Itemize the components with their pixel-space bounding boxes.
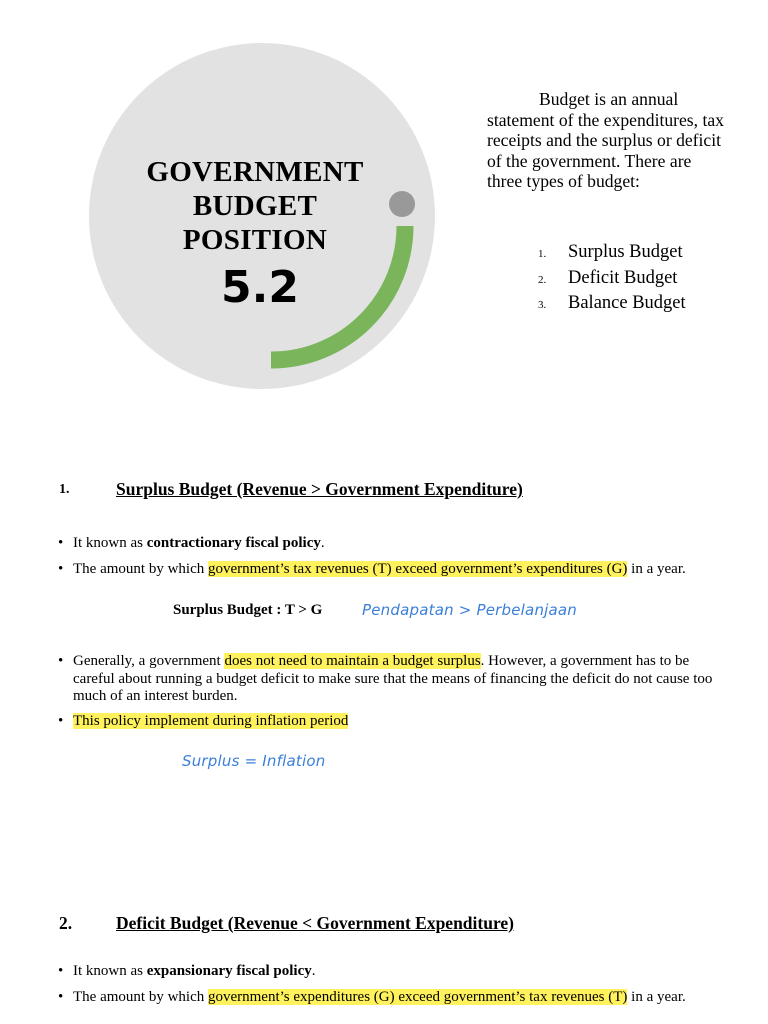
list-item-label: Surplus Budget [568, 242, 683, 262]
bullet-bold-text: contractionary fiscal policy [146, 535, 321, 551]
section1-title: Surplus Budget (Revenue > Government Expenditure) [116, 479, 523, 499]
highlighted-text: does not need to maintain a budget surplus [224, 653, 481, 669]
bullet-symbol: • [58, 963, 64, 979]
section1-number: 1. [59, 482, 70, 497]
bullet-text: . [311, 963, 316, 979]
chapter-number: 5.2 [221, 262, 299, 313]
list-item-label: Balance Budget [568, 293, 686, 313]
cover-title-line2: BUDGET [192, 190, 318, 222]
list-item-number: 1. [538, 248, 547, 260]
section2-title: Deficit Budget (Revenue < Government Expenditure) [116, 913, 515, 933]
bullet-text: The amount by which [73, 561, 208, 577]
bullet-bold-text: expansionary fiscal policy [146, 963, 312, 979]
cover-title-line1: GOVERNMENT [146, 156, 364, 188]
list-item-number: 2. [538, 273, 547, 286]
bullet-text: The amount by which [73, 989, 208, 1005]
intro-text: Budget is an annual statement of the expenditures, tax receipts and the surplus or deficit of the government. There are three types of budget: [487, 89, 724, 191]
section1-bullet-4 [58, 713, 718, 731]
highlighted-text: government’s tax revenues (T) exceed government’s expenditures (G) [207, 561, 628, 577]
bullet-text: . [320, 535, 325, 551]
bullet-text: It known as [73, 963, 147, 979]
section1-bullet-3 [58, 653, 718, 706]
bullet-text: It known as [73, 535, 147, 551]
arc-knob [389, 191, 415, 217]
list-item-number: 3. [538, 299, 547, 311]
bullet-text: in a year. [627, 989, 686, 1005]
list-item [538, 293, 686, 319]
section2-heading [59, 913, 659, 935]
list-item [538, 242, 686, 268]
cover-title [120, 155, 390, 257]
bullet-symbol: • [58, 561, 64, 577]
section2-bullet-2 [58, 989, 718, 1007]
section2-number: 2. [59, 913, 73, 933]
handwritten-note-2: Surplus = Inflation [182, 752, 326, 770]
surplus-formula: Surplus Budget : T > G [173, 602, 323, 618]
cover-title-line3: POSITION [182, 224, 328, 256]
bullet-text: Generally, a government [73, 653, 225, 669]
section1-bullet-2 [58, 561, 718, 579]
section1-heading [59, 479, 659, 501]
handwritten-note-1: Pendapatan > Perbelanjaan [362, 601, 578, 619]
bullet-symbol: • [58, 713, 64, 729]
list-item-label: Deficit Budget [568, 267, 678, 288]
highlighted-text: government’s expenditures (G) exceed government’s tax revenues (T) [207, 989, 628, 1005]
budget-types-list [538, 242, 686, 319]
bullet-text: in a year. [627, 561, 686, 577]
bullet-text: . However, a government has to be careful about running a budget deficit to make sure that the means of financing the deficit do not cause too much of an interest burden. [73, 653, 713, 704]
bullet-symbol: • [58, 989, 64, 1005]
bullet-symbol: • [58, 535, 64, 551]
intro-paragraph [487, 89, 727, 192]
bullet-symbol: • [58, 653, 64, 669]
section1-bullet-1 [58, 535, 718, 553]
highlighted-text: This policy implement during inflation period [73, 713, 349, 729]
list-item [538, 268, 686, 294]
section2-bullet-1 [58, 963, 718, 981]
